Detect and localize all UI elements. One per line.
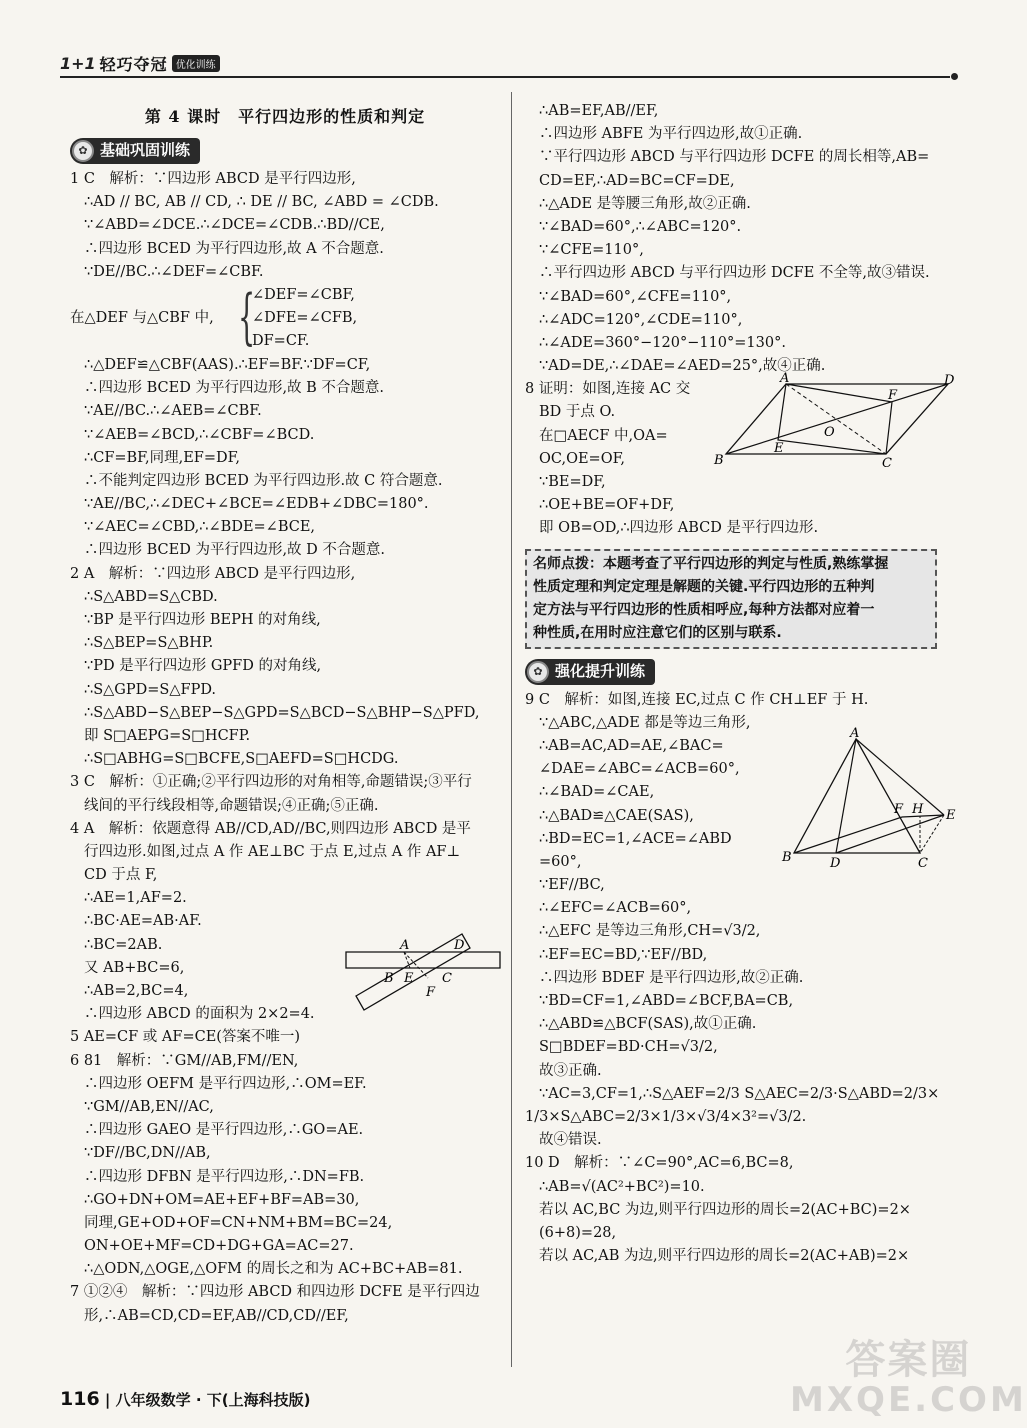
book-logo bbox=[60, 52, 220, 74]
footer-separator: | bbox=[99, 1391, 116, 1409]
text-line: ∴四边形 ABCD 的面积为 2×2=4. bbox=[84, 1006, 315, 1023]
text-line: ∵PD 是平行四边形 GPFD 的对角线, bbox=[84, 658, 322, 675]
text-line: ∴OE+BE=OF+DF, bbox=[539, 497, 675, 514]
page-number: 116 bbox=[60, 1388, 100, 1410]
text-line: ∴AB=EF,AB//EF, bbox=[539, 103, 659, 119]
text-line: ∴AD // BC, AB // CD, ∴ DE // BC, ∠ABD = ∠CDB. bbox=[84, 194, 439, 211]
tip-line: 定方法与平行四边形的性质相呼应,每种方法都对应着一 bbox=[533, 601, 875, 618]
label-c: C bbox=[442, 971, 452, 986]
brace-item: ∠DEF=∠CBF, bbox=[252, 286, 355, 303]
text-line: 1 C 解析：∵四边形 ABCD 是平行四边形, bbox=[70, 171, 356, 187]
tip-line: 性质定理和判定定理是解题的关键.平行四边形的五种判 bbox=[533, 578, 875, 595]
text-line: 6 81 解析：∵GM//AB,FM//EN, bbox=[70, 1052, 299, 1069]
text-line: 行四边形.如图,过点 A 作 AE⊥BC 于点 E,过点 A 作 AF⊥ bbox=[84, 843, 461, 860]
text-line: ∴△ODN,△OGE,△OFM 的周长之和为 AC+BC+AB=81. bbox=[84, 1261, 463, 1278]
watermark-line2: MXQE.COM bbox=[790, 1380, 1027, 1420]
label-e: E bbox=[774, 441, 784, 456]
text-line: ∴AB=2,BC=4, bbox=[84, 983, 189, 999]
text-line: 9 C 解析：如图,连接 EC,过点 C 作 CH⊥EF 于 H. bbox=[525, 691, 869, 708]
text-line: 1/3×S△ABC=2/3×1/3×√3/4×3²=√3/2. bbox=[525, 1108, 807, 1125]
text-line: CD=EF,∴AD=BC=CF=DE, bbox=[539, 172, 735, 189]
text-line: 在□AECF 中,OA= bbox=[539, 427, 668, 444]
label-b: B bbox=[714, 453, 724, 468]
text-line: ∴四边形 DFBN 是平行四边形,∴DN=FB. bbox=[84, 1168, 365, 1185]
text-line: ∵∠BAD=60°,∠CFE=110°, bbox=[539, 288, 732, 305]
text-line: ∵∠ABD=∠DCE.∴∠DCE=∠CDB.∴BD//CE, bbox=[84, 217, 385, 234]
label-a: A bbox=[850, 726, 860, 741]
brace-item: DF=CF. bbox=[252, 333, 310, 350]
answer-block-1a bbox=[70, 168, 500, 284]
text-line: ∠DAE=∠ABC=∠ACB=60°, bbox=[539, 761, 740, 778]
text-line: ∴四边形 BCED 为平行四边形,故 B 不合题意. bbox=[84, 380, 385, 397]
text-line: ∵AE//BC,∴∠DEC+∠BCE=∠EDB+∠DBC=180°. bbox=[84, 496, 429, 513]
figure-q4 bbox=[340, 920, 510, 1020]
text-line: ∵AD=DE,∴∠DAE=∠AED=25°,故④正确. bbox=[539, 358, 826, 375]
text-line: 同理,GE+OD+OF=CN+NM+BM=BC=24, bbox=[84, 1214, 393, 1231]
text-line: ∴四边形 OEFM 是平行四边形,∴OM=EF. bbox=[84, 1075, 367, 1092]
logo-mark: 1+1 bbox=[60, 53, 96, 73]
text-line: CD 于点 F, bbox=[84, 867, 158, 884]
triangle-abc bbox=[794, 739, 920, 853]
text-line: ∴S△GPD=S△FPD. bbox=[84, 681, 217, 698]
text-line: ∴四边形 GAEO 是平行四边形,∴GO=AE. bbox=[84, 1122, 364, 1139]
text-line: ∴△ADE 是等腰三角形,故②正确. bbox=[539, 195, 751, 212]
text-line: ∴CF=BF,同理,EF=DF, bbox=[84, 449, 241, 466]
text-line: ∵∠AEC=∠CBD,∴∠BDE=∠BCE, bbox=[84, 519, 316, 536]
text-line: ∵△ABC,△ADE 都是等边三角形, bbox=[539, 714, 751, 731]
text-line: ∵BP 是平行四边形 BEPH 的对角线, bbox=[84, 612, 321, 628]
text-line: 故④错误. bbox=[539, 1132, 602, 1149]
text-line: ∴四边形 ABFE 为平行四边形,故①正确. bbox=[539, 126, 803, 143]
brace-prefix: 在△DEF 与△CBF 中, bbox=[70, 309, 214, 326]
text-line: ∵GM//AB,EN//AC, bbox=[84, 1098, 214, 1115]
label-d: D bbox=[944, 373, 955, 388]
page-header bbox=[60, 52, 950, 78]
text-line: ∴S△ABD=S△CBD. bbox=[84, 588, 218, 605]
label-e: E bbox=[404, 971, 414, 986]
congruence-brace bbox=[70, 281, 500, 354]
text-line: (6+8)=28, bbox=[539, 1224, 617, 1241]
tip-line: 名师点拨：本题考查了平行四边形的判定与性质,熟练掌握 bbox=[533, 555, 889, 572]
teacher-tip-box bbox=[525, 549, 937, 649]
lesson-title: 第 4 课时 平行四边形的性质和判定 bbox=[144, 107, 426, 126]
text-line: 3 C 解析：①正确;②平行四边形的对角相等,命题错误;③平行 bbox=[70, 774, 472, 791]
text-line: ∵DE//BC.∴∠DEF=∠CBF. bbox=[84, 263, 264, 280]
right-column bbox=[525, 100, 955, 1268]
text-line: ∴S△BEP=S△BHP. bbox=[84, 635, 214, 652]
book-icon: ✿ bbox=[527, 661, 549, 683]
text-line: ∵∠AEB=∠BCD,∴∠CBF=∠BCD. bbox=[84, 426, 315, 443]
text-line: ∴∠BAD=∠CAE, bbox=[539, 784, 655, 801]
segment-ec bbox=[920, 815, 944, 853]
text-line: 5 AE=CF 或 AF=CE(答案不唯一) bbox=[70, 1029, 301, 1046]
text-line: 4 A 解析：依题意得 AB//CD,AD//BC,则四边形 ABCD 是平 bbox=[70, 820, 471, 837]
left-brace-glyph: { bbox=[238, 281, 256, 352]
text-line: 若以 AC,AB 为边,则平行四边形的周长=2(AC+AB)=2× bbox=[539, 1248, 910, 1265]
figure-q9 bbox=[780, 725, 960, 870]
text-line: ∵DF//BC,DN//AB, bbox=[84, 1145, 211, 1162]
text-line: ∴∠ADC=120°,∠CDE=110°, bbox=[539, 311, 743, 328]
answer-block-5-7 bbox=[70, 1026, 500, 1327]
label-f: F bbox=[888, 388, 898, 403]
text-line: ∴∠EFC=∠ACB=60°, bbox=[539, 900, 692, 917]
text-line: ∵AE//BC.∴∠AEB=∠CBF. bbox=[84, 403, 262, 420]
text-line: ∴AB=√(AC²+BC²)=10. bbox=[539, 1178, 705, 1195]
text-line: ∴△ABD≌△BCF(SAS),故①正确. bbox=[539, 1016, 757, 1033]
label-a: A bbox=[780, 371, 790, 386]
text-line: ∴BC·AE=AB·AF. bbox=[84, 913, 202, 930]
text-line: S□BDEF=BD·CH=√3/2, bbox=[539, 1039, 718, 1056]
text-line: 即 S□AEPG=S□HCFP. bbox=[84, 727, 251, 744]
text-line: 7 ①②④ 解析：∵四边形 ABCD 和四边形 DCFE 是平行四边 bbox=[70, 1284, 480, 1301]
text-line: 又 AB+BC=6, bbox=[84, 959, 185, 976]
text-line: 2 A 解析：∵四边形 ABCD 是平行四边形, bbox=[70, 565, 356, 582]
text-line: ∵AC=3,CF=1,∴S△AEF=2/3 S△AEC=2/3·S△ABD=2/3× bbox=[539, 1085, 940, 1102]
text-line: ∵∠CFE=110°, bbox=[539, 242, 644, 259]
label-b: B bbox=[384, 971, 394, 986]
text-line: ∴BD=EC=1,∠ACE=∠ABD bbox=[539, 830, 732, 847]
figure-q8 bbox=[712, 371, 962, 471]
text-line: ∵BE=DF, bbox=[539, 474, 606, 490]
text-line: BD 于点 O. bbox=[539, 404, 616, 421]
book-icon: ✿ bbox=[72, 140, 94, 162]
text-line: ∴四边形 BCED 为平行四边形,故 D 不合题意. bbox=[84, 542, 386, 559]
answer-block-1b-4 bbox=[70, 354, 500, 887]
text-line: 故③正确. bbox=[539, 1062, 602, 1079]
text-line: ∴△DEF≌△CBF(AAS).∴EF=BF.∵DF=CF, bbox=[84, 356, 371, 373]
text-line: ∴BC=2AB. bbox=[84, 936, 163, 953]
text-line: ∴S△ABD−S△BEP−S△GPD=S△BCD−S△BHP−S△PFD, bbox=[84, 704, 480, 721]
header-rule-dot bbox=[951, 73, 958, 80]
footer-book-title: 八年级数学 · 下(上海科技版) bbox=[115, 1391, 311, 1409]
book-badge: 优化训练 bbox=[172, 55, 220, 72]
watermark-line1: 答案圈 bbox=[845, 1337, 972, 1383]
text-line: ∵∠BAD=60°,∴∠ABC=120°. bbox=[539, 218, 742, 235]
text-line: 8 证明：如图,连接 AC 交 bbox=[525, 381, 691, 398]
section-basic bbox=[70, 138, 200, 164]
section-advanced-label: 强化提升训练 bbox=[555, 661, 646, 680]
section-advanced bbox=[525, 659, 655, 685]
text-line: ∴AE=1,AF=2. bbox=[84, 890, 187, 907]
text-line: ∴平行四边形 ABCD 与平行四边形 DCFE 不全等,故③错误. bbox=[539, 265, 930, 282]
label-f: F bbox=[426, 985, 436, 1000]
answer-block-7-cont bbox=[525, 100, 955, 378]
text-line: ∴EF=EC=BD,∵EF//BD, bbox=[539, 946, 708, 963]
text-line: ∴AB=AC,AD=AE,∠BAC= bbox=[539, 737, 724, 754]
label-d: D bbox=[454, 938, 465, 953]
text-line: OC,OE=OF, bbox=[539, 450, 625, 467]
text-line: ∴四边形 BDEF 是平行四边形,故②正确. bbox=[539, 969, 804, 986]
text-line: ∵BD=CF=1,∠ABD=∠BCF,BA=CB, bbox=[539, 993, 794, 1009]
header-rule bbox=[60, 76, 950, 78]
label-e: E bbox=[946, 808, 956, 823]
page-footer bbox=[60, 1388, 310, 1410]
brace-item: ∠DFE=∠CFB, bbox=[252, 310, 358, 327]
label-f: F bbox=[894, 802, 904, 817]
text-line: ON+OE+MF=CD+DG+GA=AC=27. bbox=[84, 1238, 354, 1255]
text-line: 若以 AC,BC 为边,则平行四边形的周长=2(AC+BC)=2× bbox=[539, 1201, 911, 1218]
section-basic-label: 基础巩固训练 bbox=[100, 141, 191, 160]
text-line: =60°, bbox=[539, 853, 582, 870]
label-h: H bbox=[912, 802, 924, 817]
book-name: 轻巧夺冠 bbox=[99, 54, 168, 74]
text-line: 10 D 解析：∵∠C=90°,AC=6,BC=8, bbox=[525, 1155, 794, 1172]
label-a: A bbox=[400, 938, 410, 953]
text-line: ∵EF//BC, bbox=[539, 877, 605, 894]
parallelogram-aecf bbox=[778, 384, 892, 454]
label-c: C bbox=[918, 856, 928, 871]
label-o: O bbox=[824, 425, 835, 440]
text-line: 线间的平行线段相等,命题错误;④正确;⑤正确. bbox=[84, 797, 379, 814]
text-line: ∴四边形 BCED 为平行四边形,故 A 不合题意. bbox=[84, 240, 384, 257]
column-divider bbox=[511, 92, 512, 1367]
label-c: C bbox=[882, 456, 892, 471]
text-line: ∴GO+DN+OM=AE+EF+BF=AB=30, bbox=[84, 1191, 360, 1208]
text-line: 形,∴AB=CD,CD=EF,AB//CD,CD//EF, bbox=[84, 1307, 349, 1324]
text-line: 即 OB=OD,∴四边形 ABCD 是平行四边形. bbox=[539, 520, 819, 537]
label-d: D bbox=[830, 856, 841, 871]
text-line: ∴不能判定四边形 BCED 为平行四边形.故 C 符合题意. bbox=[84, 472, 443, 489]
text-line: ∴S□ABHG=S□BCFE,S□AEFD=S□HCDG. bbox=[84, 751, 399, 768]
horizontal-strip bbox=[346, 952, 500, 968]
diagonal-bd bbox=[726, 384, 948, 454]
label-b: B bbox=[782, 850, 792, 865]
text-line: ∵平行四边形 ABCD 与平行四边形 DCFE 的周长相等,AB= bbox=[539, 149, 930, 166]
text-line: ∴∠ADE=360°−120°−110°=130°. bbox=[539, 334, 786, 351]
tip-line: 种性质,在用时应注意它们的区别与联系. bbox=[533, 624, 782, 641]
text-line: ∴△BAD≌△CAE(SAS), bbox=[539, 807, 694, 824]
text-line: ∴△EFC 是等边三角形,CH=√3/2, bbox=[539, 923, 761, 940]
left-column bbox=[70, 100, 500, 1328]
site-watermark bbox=[790, 1337, 1027, 1420]
